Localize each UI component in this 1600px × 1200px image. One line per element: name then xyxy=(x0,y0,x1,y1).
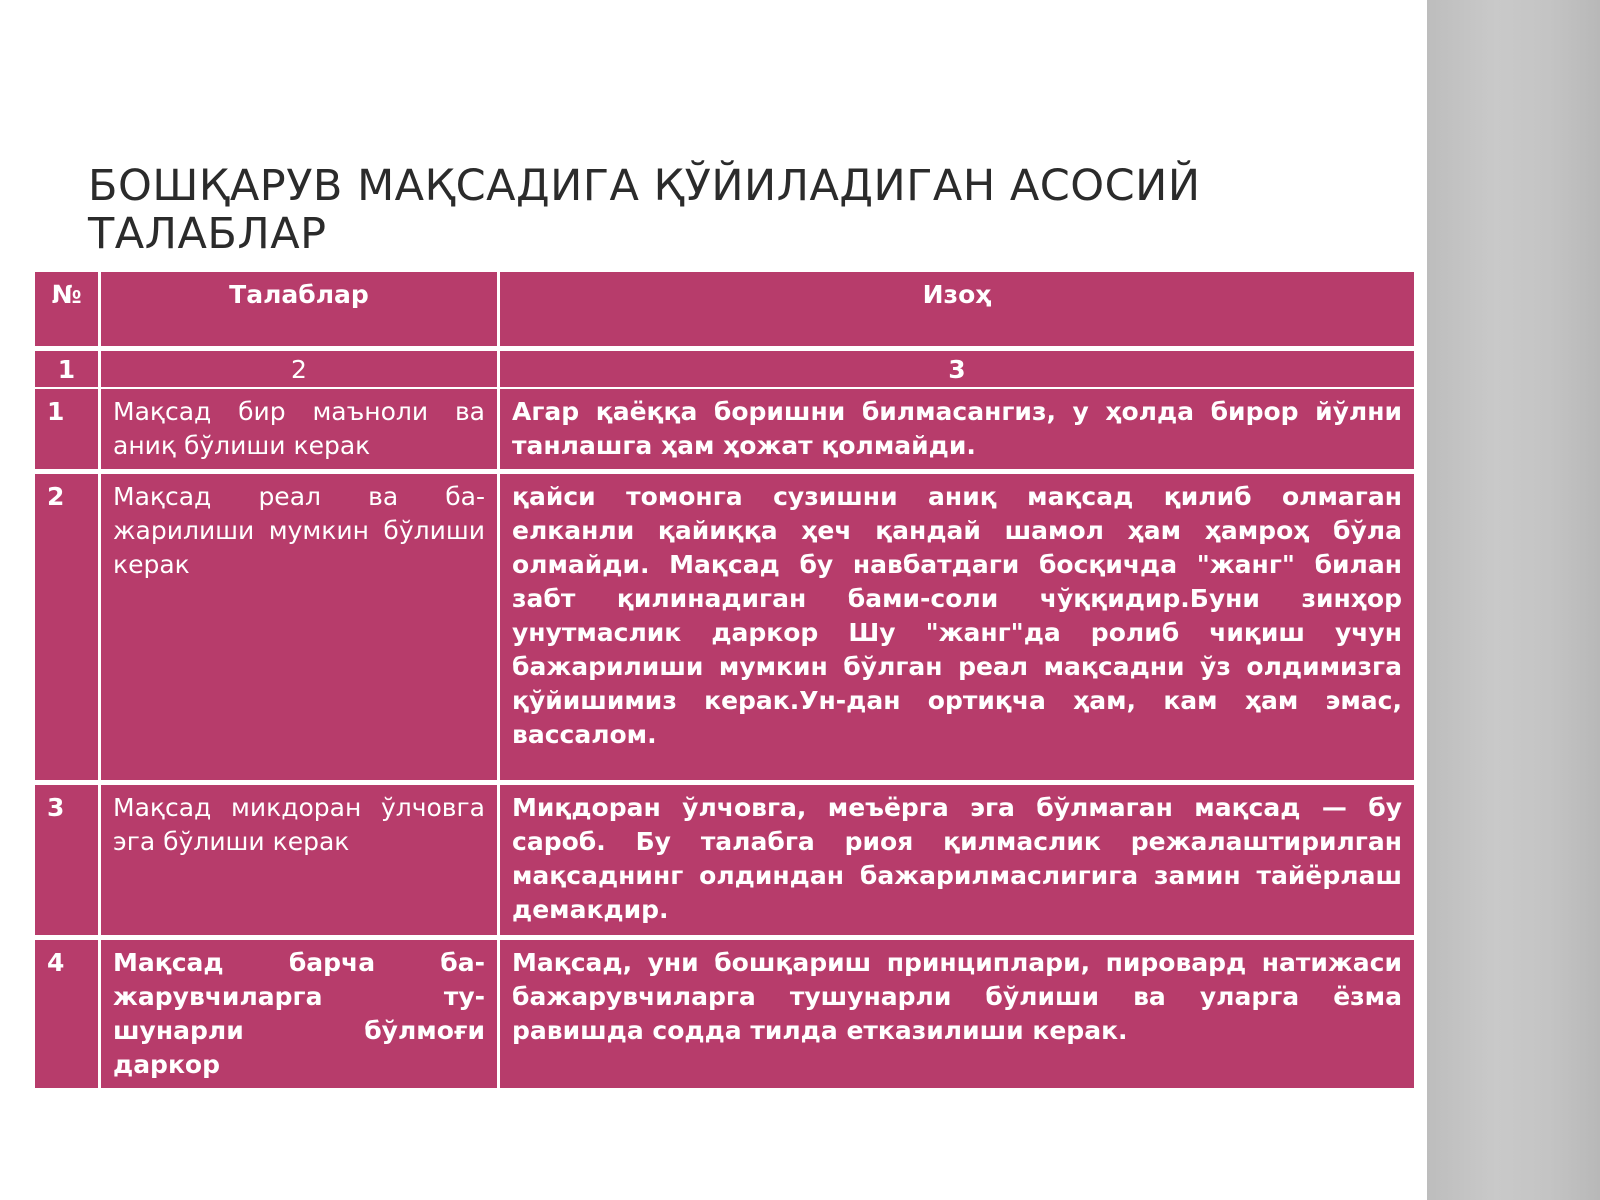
row-requirement: Мақсад бир маъноли ва аниқ бўлиши керак xyxy=(101,389,497,474)
row-number: 4 xyxy=(35,940,98,1088)
row-requirement: Мақсад микдоран ўлчовга эга бўлиши керак xyxy=(101,785,497,940)
row-number: 3 xyxy=(35,785,98,940)
header-requirements: Талаблар xyxy=(101,272,497,351)
column-number-1: 1 xyxy=(35,351,98,389)
row-requirement: Мақсад реал ва ба-жарилиши мумкин бўлиши керак xyxy=(101,474,497,785)
column-number-2: 2 xyxy=(101,351,497,389)
row-explanation: қайси томонга сузишни аниқ мақсад қилиб олмаган елканли қайиққа ҳеч қандай шамол ҳам ҳамроҳ бўла олмайди. Мақсад бу навбатдаги босқичда "жанг" билан забт қилинадиган бами-соли чўққидир.Буни зинҳор унутмаслик даркор Шу "жанг"да ролиб чиқиш учун бажарилиши мумкин бўлган реал мақсадни ўз олдимизга қўйишимиз керак.Ун-дан ортиқча ҳам, кам ҳам эмас, вассалом. xyxy=(500,474,1414,785)
header-number: № xyxy=(35,272,98,351)
table-header-row xyxy=(35,272,1414,351)
row-requirement: Мақсад барча ба-жарувчиларга ту-шунарли бўлмоғи даркор xyxy=(101,940,497,1088)
row-number: 1 xyxy=(35,389,98,474)
table-row xyxy=(35,785,1414,940)
row-explanation: Мақсад, уни бошқариш принциплари, пировард натижаси бажарувчиларга тушунарли бўлиши ва уларга ёзма равишда содда тилда етказилиши керак. xyxy=(500,940,1414,1088)
column-number-row xyxy=(35,351,1414,389)
row-number: 2 xyxy=(35,474,98,785)
table-row xyxy=(35,474,1414,785)
row-explanation: Миқдоран ўлчовга, меъёрга эга бўлмаган мақсад — бу сароб. Бу талабга риоя қилмаслик режалаштирилган мақсаднинг олдиндан бажарилмаслигига замин тайёрлаш демакдир. xyxy=(500,785,1414,940)
row-explanation: Агар қаёққа боришни билмасангиз, у ҳолда бирор йўлни танлашга ҳам ҳожат қолмайди. xyxy=(500,389,1414,474)
slide-title: БОШҚАРУВ МАҚСАДИГА ҚЎЙИЛАДИГАН АСОСИЙ ТАЛАБЛАР xyxy=(88,161,1201,259)
requirements-table xyxy=(32,272,1417,1088)
side-decoration-panel xyxy=(1427,0,1600,1200)
table-row xyxy=(35,389,1414,474)
header-explanation: Изоҳ xyxy=(500,272,1414,351)
column-number-3: 3 xyxy=(500,351,1414,389)
table-row xyxy=(35,940,1414,1088)
